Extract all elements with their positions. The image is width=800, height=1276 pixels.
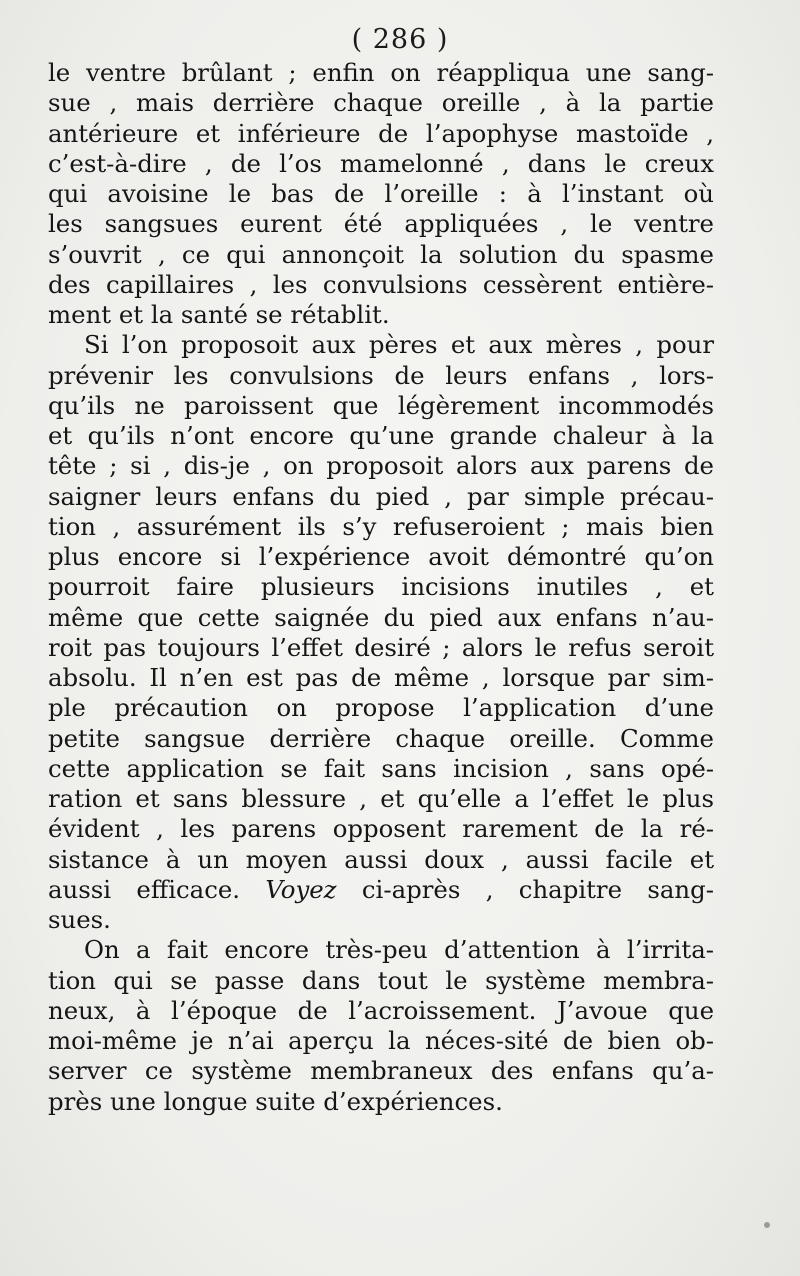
page-number: ( 286 ) bbox=[351, 24, 449, 55]
text-line: server ce système membraneux des enfans qu’a- bbox=[48, 1056, 714, 1086]
text-line: saigner leurs enfans du pied , par simple précau- bbox=[48, 481, 714, 511]
text-line: On a fait encore très-peu d’attention à l’irrita- bbox=[84, 935, 714, 965]
text-line: sue , mais derrière chaque oreille , à la partie bbox=[48, 88, 714, 118]
text-line bbox=[48, 875, 714, 905]
text-line: moi-même je n’ai aperçu la néces-sité de bien ob- bbox=[48, 1026, 714, 1055]
text-line: les sangsues eurent été appliquées , le ventre bbox=[48, 209, 714, 239]
body-text bbox=[48, 58, 714, 1117]
text-line: antérieure et inférieure de l’apophyse mastoïde , bbox=[48, 118, 714, 148]
text-segment: aussi efficace. bbox=[48, 874, 266, 904]
text-line: et qu’ils n’ont encore qu’une grande chaleur à la bbox=[48, 421, 714, 450]
text-line: tion , assurément ils s’y refuseroient ; mais bien bbox=[48, 511, 714, 541]
text-line: prévenir les convulsions de leurs enfans , lors- bbox=[48, 360, 714, 390]
text-line: sues. bbox=[48, 905, 111, 934]
text-line: près une longue suite d’expériences. bbox=[48, 1086, 503, 1116]
text-line: évident , les parens opposent rarement de la ré- bbox=[48, 814, 714, 844]
text-line: tion qui se passe dans tout le système membra- bbox=[48, 965, 714, 995]
text-line: pourroit faire plusieurs incisions inutiles , et bbox=[48, 572, 714, 602]
text-line: Si l’on proposoit aux pères et aux mères , pour bbox=[84, 330, 714, 360]
text-line: même que cette saignée du pied aux enfans n’au- bbox=[48, 602, 714, 632]
italic-word: Voyez bbox=[265, 874, 337, 904]
text-line: tête ; si , dis-je , on proposoit alors aux parens de bbox=[48, 451, 714, 481]
text-line: ple précaution on propose l’application d’une bbox=[48, 693, 714, 723]
text-line: neux, à l’époque de l’acroissement. J’avoue que bbox=[48, 995, 714, 1025]
text-line: roit pas toujours l’effet desiré ; alors le refus seroit bbox=[48, 632, 714, 662]
text-line: ment et la santé se rétablit. bbox=[48, 300, 390, 329]
text-line: plus encore si l’expérience avoit démontré qu’on bbox=[48, 542, 714, 571]
text-line: cette application se fait sans incision , sans opé- bbox=[48, 753, 714, 783]
text-line: qui avoisine le bas de l’oreille : à l’instant où bbox=[48, 179, 714, 208]
page-speck bbox=[764, 1222, 770, 1228]
text-line: petite sangsue derrière chaque oreille. Comme bbox=[48, 723, 714, 753]
text-line: c’est-à-dire , de l’os mamelonné , dans le creux bbox=[48, 148, 714, 178]
text-line: sistance à un moyen aussi doux , aussi facile et bbox=[48, 844, 714, 874]
text-line: absolu. Il n’en est pas de même , lorsque par sim- bbox=[48, 663, 714, 692]
text-segment: ci-après , chapitre sang- bbox=[336, 874, 714, 904]
text-line: s’ouvrit , ce qui annonçoit la solution du spasme bbox=[48, 239, 714, 269]
text-line: des capillaires , les convulsions cessèrent entière- bbox=[48, 269, 714, 299]
text-line: le ventre brûlant ; enfin on réappliqua une sang- bbox=[48, 58, 714, 87]
text-line: qu’ils ne paroissent que légèrement incommodés bbox=[48, 390, 714, 420]
text-line: ration et sans blessure , et qu’elle a l’effet le plus bbox=[48, 784, 714, 813]
